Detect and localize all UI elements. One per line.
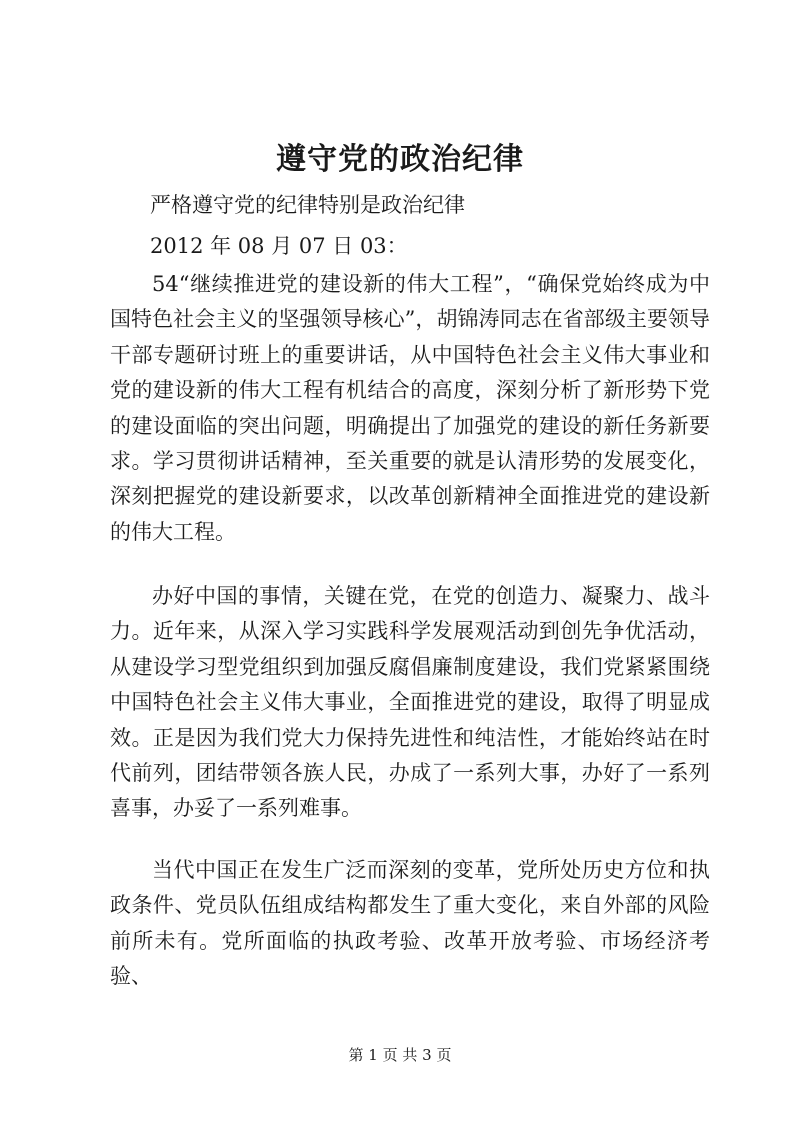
page-footer: 第 1 页 共 3 页 [348, 1046, 452, 1064]
document-title: 遵守党的政治纪律 [276, 142, 524, 177]
body-paragraph-2: 办好中国的事情，关键在党，在党的创造力、凝聚力、战斗力。近年来，从深入学习实践科学发展观活动到创先争优活动，从建设学习型党组织到加强反腐倡廉制度建设，我们党紧紧围绕中国特色社会主义伟大事业，全面推进党的建设，取得了明显成效。正是因为我们党大力保持先进性和纯洁性，才能始终站在时代前列，团结带领各族人民，办成了一系列大事，办好了一系列喜事，办妥了一系列难事。 [110, 584, 710, 821]
subtitle-line: 严格遵守党的纪律特别是政治纪律 [150, 193, 465, 217]
body-paragraph-3: 当代中国正在发生广泛而深刻的变革，党所处历史方位和执政条件、党员队伍组成结构都发生了重大变化，来自外部的风险前所未有。党所面临的执政考验、改革开放考验、市场经济考验、 [110, 858, 710, 989]
body-paragraph-1: 54“继续推进党的建设新的伟大工程”，“确保党始终成为中国特色社会主义的坚强领导核心”，胡锦涛同志在省部级主要领导干部专题研讨班上的重要讲话，从中国特色社会主义伟大事业和党的建设新的伟大工程有机结合的高度，深刻分析了新形势下党的建设面临的突出问题，明确提出了加强党的建设的新任务新要求。学习贯彻讲话精神，至关重要的就是认清形势的发展变化，深刻把握党的建设新要求，以改革创新精神全面推进党的建设新的伟大工程。 [110, 272, 710, 544]
date-line: 2012 年 08 月 07 日 03： [150, 234, 408, 258]
